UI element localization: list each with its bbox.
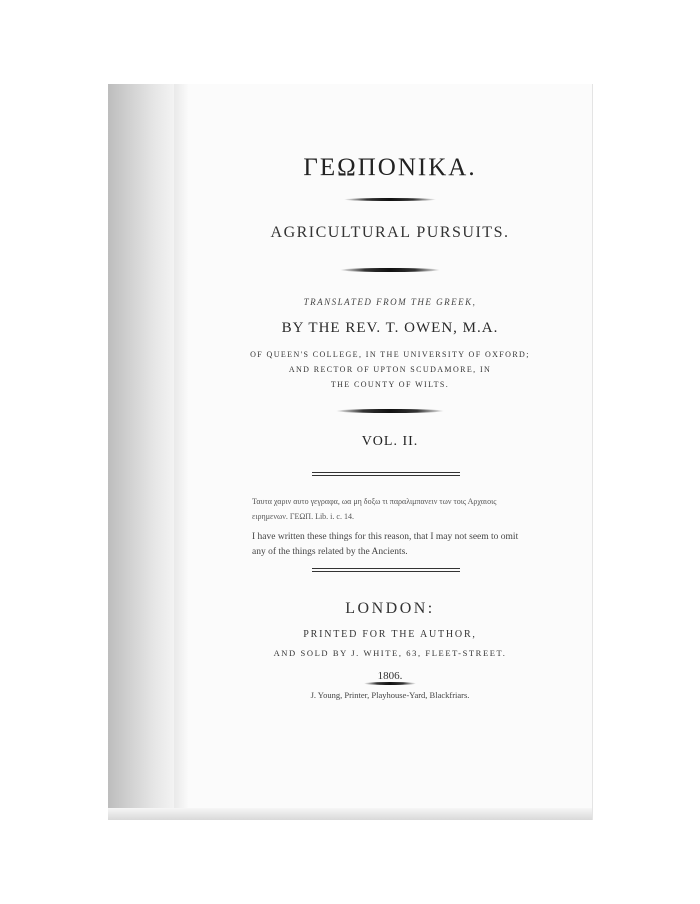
imprint-city: LONDON: — [345, 600, 435, 617]
title-page — [188, 84, 592, 820]
affiliation-line: AND RECTOR OF UPTON SCUDAMORE, IN — [288, 365, 492, 374]
greek-quote-line: ειρημενων. ΓΕΩΠ. Lib. i. c. 14. — [252, 512, 354, 521]
subtitle: AGRICULTURAL PURSUITS. — [270, 224, 510, 241]
affiliation-line: THE COUNTY OF WILTS. — [330, 380, 450, 389]
page-gutter — [174, 84, 188, 820]
translation-line: any of the things related by the Ancients. — [252, 547, 408, 557]
book-spine-shadow — [108, 84, 174, 820]
translation-line: I have written these things for this reason, that I may not seem to omit — [252, 532, 519, 542]
ornament-rule — [344, 198, 436, 201]
ornament-rule — [364, 682, 416, 685]
author-byline: BY THE REV. T. OWEN, M.A. — [281, 320, 499, 336]
volume-label: VOL. II. — [361, 434, 419, 449]
double-rule — [312, 568, 460, 572]
imprint-printed: PRINTED FOR THE AUTHOR, — [303, 629, 477, 640]
ornament-rule — [336, 409, 444, 413]
ornament-rule — [340, 268, 440, 272]
greek-quote-line: Ταυτα χαριν αυτο γεγραφα, ωα μη δοξω τι παραλιμπανειν των τοις Αρχαιοις — [252, 497, 497, 506]
affiliation-line: OF QUEEN'S COLLEGE, IN THE UNIVERSITY OF OXFORD; — [250, 350, 530, 359]
translated-line: TRANSLATED FROM THE GREEK, — [303, 297, 477, 307]
imprint-year: 1806. — [377, 670, 403, 682]
double-rule — [312, 472, 460, 476]
greek-title: ΓΕΩΠΟΝΙΚΑ. — [303, 154, 477, 181]
printer-line: J. Young, Printer, Playhouse-Yard, Blackfriars. — [310, 690, 470, 700]
imprint-sold: AND SOLD BY J. WHITE, 63, FLEET-STREET. — [273, 648, 507, 658]
